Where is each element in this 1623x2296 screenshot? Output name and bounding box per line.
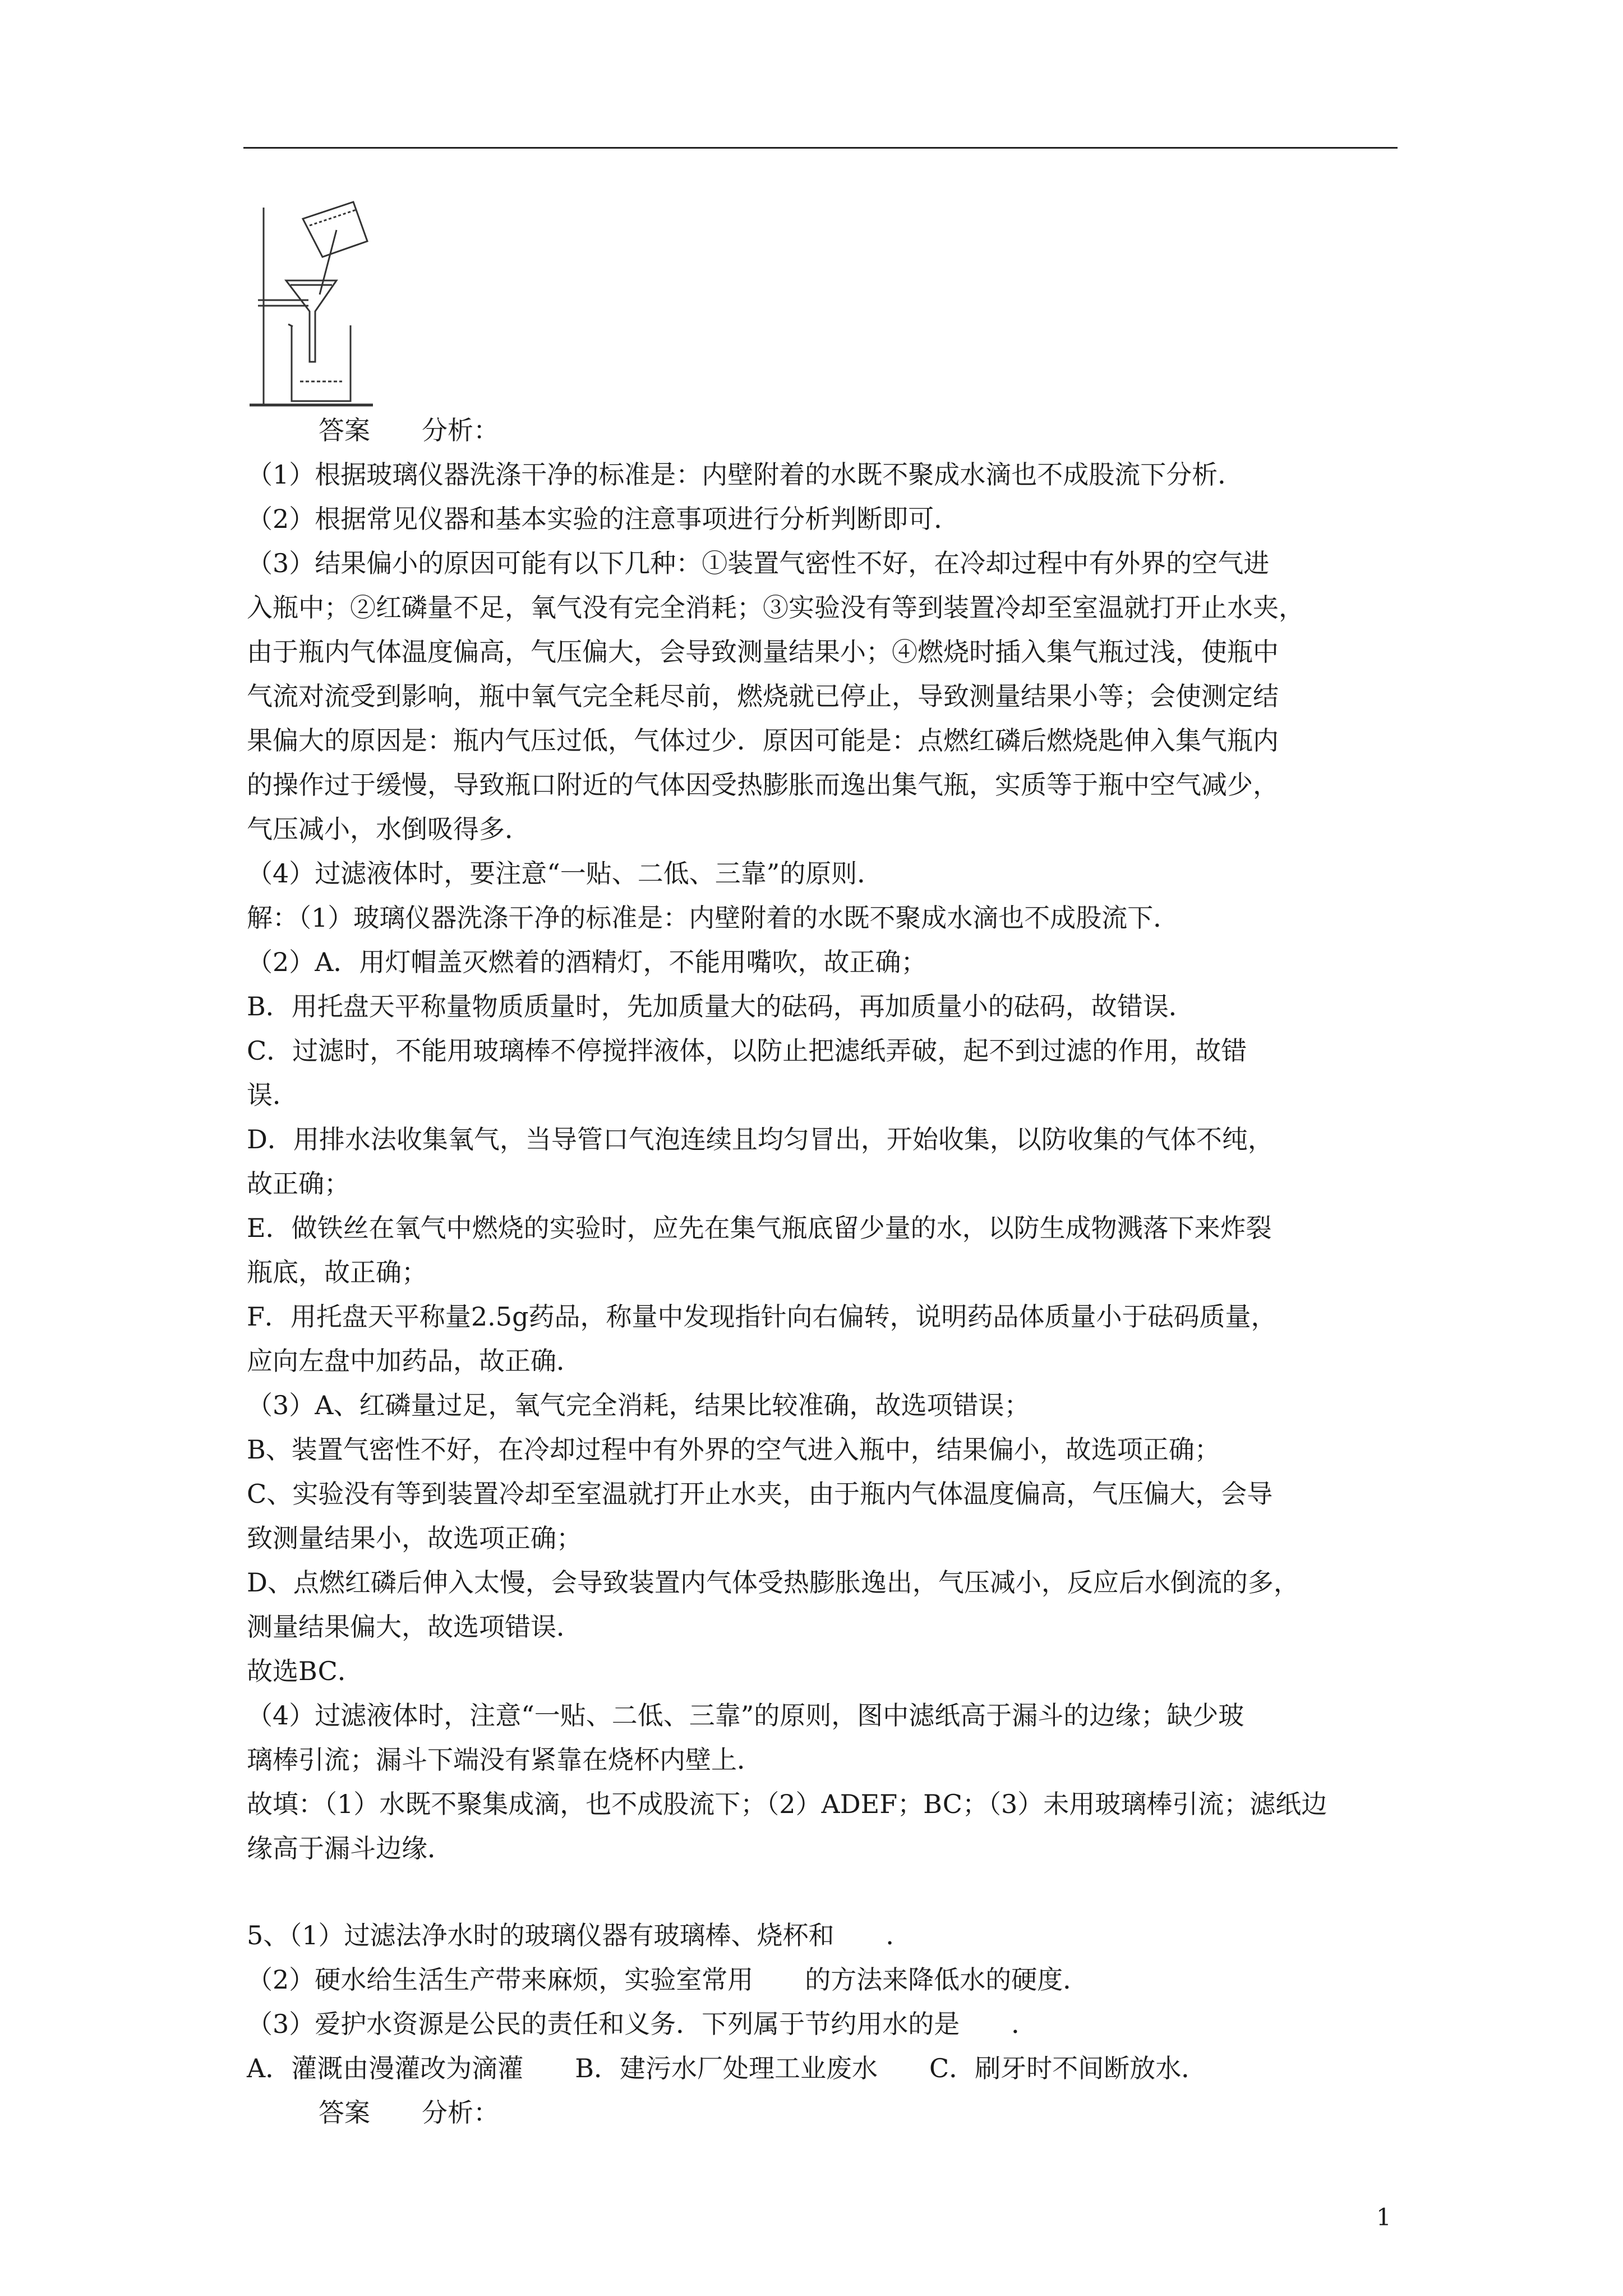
question-line: 5、（1）过滤法净水时的玻璃仪器有玻璃棒、烧杯和 ． [247, 1920, 912, 1950]
text-line: D、点燃红磷后伸入太慢，会导致装置内气体受热膨胀逸出，气压减小，反应后水倒流的多， [247, 1567, 1299, 1598]
text-line: F．用托盘天平称量2.5g药品，称量中发现指针向右偏转，说明药品体质量小于砝码质量， [247, 1301, 1277, 1332]
text-line: （1）根据玻璃仪器洗涤干净的标准是：内壁附着的水既不聚成水滴也不成股流下分析． [247, 459, 1244, 490]
text-line: 故正确； [247, 1168, 350, 1199]
question-line: 答案 分析： [319, 2097, 499, 2128]
question-line: （3）爱护水资源是公民的责任和义务．下列属于节约用水的是 ． [247, 2009, 1038, 2039]
text-line: 瓶底，故正确； [247, 1257, 427, 1287]
text-line: （2）根据常见仪器和基本实验的注意事项进行分析判断即可． [247, 504, 960, 534]
text-line: 致测量结果小，故选项正确； [247, 1523, 582, 1553]
filtration-apparatus-figure [247, 196, 381, 409]
text-line: 入瓶中；②红磷量不足，氧气没有完全消耗；③实验没有等到装置冷却至室温就打开止水夹， [247, 592, 1304, 623]
text-line: （3）A、红磷量过足，氧气完全消耗，结果比较准确，故选项错误； [247, 1390, 1030, 1420]
text-line: E．做铁丝在氧气中燃烧的实验时，应先在集气瓶底留少量的水，以防生成物溅落下来炸裂 [247, 1213, 1272, 1243]
text-line: 气流对流受到影响，瓶中氧气完全耗尽前，燃烧就已停止，导致测量结果小等；会使测定结 [247, 681, 1279, 711]
text-line: 的操作过于缓慢，导致瓶口附近的气体因受热膨胀而逸出集气瓶，实质等于瓶中空气减少， [247, 770, 1279, 800]
document-body [247, 408, 1402, 2135]
text-line: 缘高于漏斗边缘． [247, 1833, 453, 1864]
text-line: C、实验没有等到装置冷却至室温就打开止水夹，由于瓶内气体温度偏高，气压偏大，会导 [247, 1479, 1273, 1509]
text-line: 璃棒引流；漏斗下端没有紧靠在烧杯内壁上． [247, 1745, 763, 1775]
text-line: B、装置气密性不好，在冷却过程中有外界的空气进入瓶中，结果偏小，故选项正确； [247, 1434, 1220, 1465]
text-line: （2）A．用灯帽盖灭燃着的酒精灯，不能用嘴吹，故正确； [247, 947, 927, 977]
text-line: 故选BC． [247, 1656, 363, 1686]
text-line: 答案 分析： [319, 415, 499, 445]
text-line: C．过滤时，不能用玻璃棒不停搅拌液体，以防止把滤纸弄破，起不到过滤的作用，故错 [247, 1036, 1247, 1066]
text-line: 解：（1）玻璃仪器洗涤干净的标准是：内壁附着的水既不聚成水滴也不成股流下． [247, 903, 1179, 933]
text-line: 误． [247, 1080, 298, 1110]
text-line: D．用排水法收集氧气，当导管口气泡连续且均匀冒出，开始收集，以防收集的气体不纯， [247, 1124, 1274, 1154]
question-line: A．灌溉由漫灌改为滴灌 B．建污水厂处理工业废水 C．刷牙时不间断放水． [247, 2053, 1207, 2083]
text-line: （4）过滤液体时，注意“一贴、二低、三靠”的原则，图中滤纸高于漏斗的边缘；缺少玻 [247, 1700, 1244, 1731]
text-line: （3）结果偏小的原因可能有以下几种：①装置气密性不好，在冷却过程中有外界的空气进 [247, 548, 1270, 578]
paragraph-gap [247, 1871, 1402, 1913]
text-line: 由于瓶内气体温度偏高，气压偏大，会导致测量结果小；④燃烧时插入集气瓶过浅，使瓶中 [247, 637, 1279, 667]
question-line: （2）硬水给生活生产带来麻烦，实验室常用 的方法来降低水的硬度． [247, 1964, 1089, 1995]
page-number: 1 [1376, 2203, 1391, 2231]
header-rule [243, 147, 1398, 149]
text-line: 故填：（1）水既不聚集成滴，也不成股流下；（2）ADEF；BC；（3）未用玻璃棒引流；滤纸边 [247, 1789, 1327, 1819]
text-line: 气压减小，水倒吸得多． [247, 814, 531, 844]
text-line: 果偏大的原因是：瓶内气压过低，气体过少．原因可能是：点燃红磷后燃烧匙伸入集气瓶内 [247, 725, 1279, 756]
text-line: B．用托盘天平称量物质质量时，先加质量大的砝码，再加质量小的砝码，故错误． [247, 991, 1195, 1022]
text-line: （4）过滤液体时，要注意“一贴、二低、三靠”的原则． [247, 858, 883, 889]
text-line: 应向左盘中加药品，故正确． [247, 1346, 582, 1376]
text-line: 测量结果偏大，故选项错误． [247, 1612, 582, 1642]
